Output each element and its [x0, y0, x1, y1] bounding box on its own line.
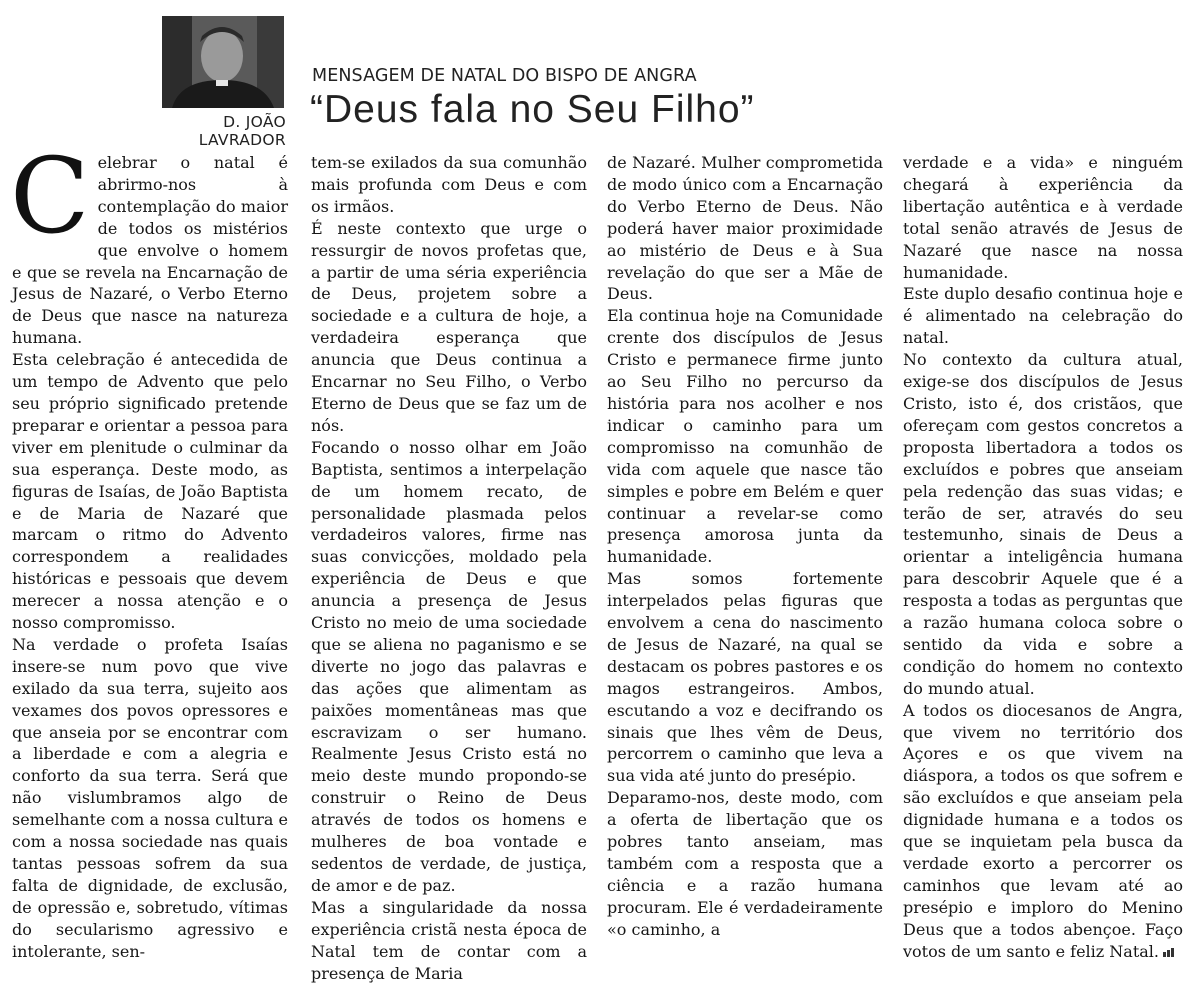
- article-paragraph: [10, 135, 288, 349]
- article-paragraph: Esta celebração é antecedida de um tempo de Advento que pelo seu próprio significado pretende preparar e orientar a pessoa para viver em plenitude o culminar da sua esperança. Deste modo, as figuras de Isaías, de João Baptista e de Maria de Nazaré que marcam o ritmo do Advento correspondem a realidades históricas e pessoais que devem merecer a nossa atenção e o nosso compromisso.: [12, 350, 288, 633]
- drop-cap: C: [10, 135, 90, 257]
- article-paragraph: Focando o nosso olhar em João Baptista, sentimos a interpelação de um homem recato, de personalidade plasmada pelos verdadeiros valores, firme nas suas convicções, moldado pela experiência de Deus e que anuncia a presença de Jesus Cristo no meio de uma sociedade que se aliena no paganismo e se diverte no jogo das palavras e das ações que alimentam as paixões momentâneas mas que escravizam o ser humano. Realmente Jesus Cristo está no meio deste mundo propondo-se construir o Reino de Deus através de todos os homens e mulheres de boa vontade e sedentos de verdade, de justiça, de amor e de paz.: [311, 437, 587, 895]
- paragraph-text: elebrar o natal é abrirmo-nos à contemplação do maior de todos os mistérios que envolve o homem e que se revela na Encarnação de Jesus de Nazaré, o Verbo Eterno de Deus que nasce na natureza humana.: [12, 153, 288, 348]
- article-paragraph: É neste contexto que urge o ressurgir de novos profetas que, a partir de uma séria experiência de Deus, projetem sobre a sociedade e a cultura de hoje, a verdadeira esperança que anuncia que Deus continua a Encarnar no Seu Filho, o Verbo Eterno de Deus que se faz um de nós.: [311, 218, 587, 435]
- article-paragraph: Este duplo desafio continua hoje e é alimentado na celebração do natal.: [903, 284, 1183, 348]
- article-paragraph: [903, 700, 1183, 963]
- article-paragraph: No contexto da cultura atual, exige-se dos discípulos de Jesus Cristo, isto é, dos cristãos, que ofereçam com gestos concretos a proposta libertadora a todos os excluídos e pobres que anseiam pela redenção das suas vidas; e terão de ser, através do seu testemunho, sinais de Deus a orientar a inteligência humana para descobrir Aquele que é a resposta a todas as perguntas que a razão humana coloca sobre o sentido da vida e sobre a condição do homem no contexto do mundo atual.: [903, 350, 1183, 698]
- article-paragraph: tem-se exilados da sua comunhão mais profunda com Deus e com os irmãos.: [311, 153, 587, 216]
- article-headline: “Deus fala no Seu Filho”: [310, 88, 755, 131]
- article-paragraph: Na verdade o profeta Isaías insere-se num povo que vive exilado da sua terra, sujeito aos vexames dos povos opressores e que anseia por se encontrar com a liberdade e com a alegria e conforto da sua terra. Será que não vislumbramos algo de semelhante com a nossa cultura e com a nossa sociedade nas quais tantas pessoas sofrem da sua falta de dignidade, de exclusão, de opressão e, sobretudo, vítimas do secularismo agressivo e intolerante, sen-: [12, 634, 288, 961]
- article-column-1: [10, 135, 288, 961]
- author-byline: D. JOÃO LAVRADOR: [198, 113, 286, 149]
- article-paragraph: Mas a singularidade da nossa experiência cristã nesta época de Natal tem de contar com a presença de Maria: [311, 897, 587, 983]
- article-kicker: MENSAGEM DE NATAL DO BISPO DE ANGRA: [312, 66, 697, 86]
- portrait-illustration: [162, 16, 284, 108]
- article-column-3: [607, 152, 883, 939]
- article-paragraph: verdade e a vida» e ninguém chegará à experiência da libertação autêntica e à verdade total senão através de Jesus de Nazaré que nasce na nossa humanidade.: [903, 153, 1183, 282]
- paragraph-text: A todos os diocesanos de Angra, que vivem no território dos Açores e os que vivem na diáspora, a todos os que sofrem e são excluídos e que anseiam pela dignidade humana e a todos os que se inquietam pela busca da verdade exorto a percorrer os caminhos que levam até ao presépio e imploro do Menino Deus que a todos abençoe. Faço votos de um santo e feliz Natal.: [903, 700, 1183, 961]
- author-portrait: [162, 16, 284, 108]
- article-paragraph: de Nazaré. Mulher comprometida de modo único com a Encarnação do Verbo Eterno de Deus. Não poderá haver maior proximidade ao mistério de Deus e à Sua revelação do que ser a Mãe de Deus.: [607, 153, 883, 304]
- article-paragraph: Mas somos fortemente interpelados pelas figuras que envolvem a cena do nascimento de Jesus de Nazaré, na qual se destacam os pobres pastores e os magos estrangeiros. Ambos, escutando a voz e decifrando os sinais que lhes vêm de Deus, percorrem o caminho que leva a sua vida até junto do presépio.: [607, 569, 883, 786]
- article-column-4: [903, 152, 1183, 961]
- article-paragraph: Deparamo-nos, deste modo, com a oferta de libertação que os pobres tanto anseiam, mas também com a resposta que a ciência e a razão humana procuram. Ele é verdadeiramente «o caminho, a: [607, 788, 883, 939]
- article-column-2: [311, 152, 587, 983]
- end-of-article-icon: [1163, 948, 1174, 957]
- article-paragraph: Ela continua hoje na Comunidade crente dos discípulos de Jesus Cristo e permanece firme junto ao Seu Filho no percurso da história para nos acolher e nos indicar o caminho para um compromisso na comunhão de vida com aquele que nasce tão simples e pobre em Belém e quer continuar a revelar-se como presença amorosa junta da humanidade.: [607, 306, 883, 567]
